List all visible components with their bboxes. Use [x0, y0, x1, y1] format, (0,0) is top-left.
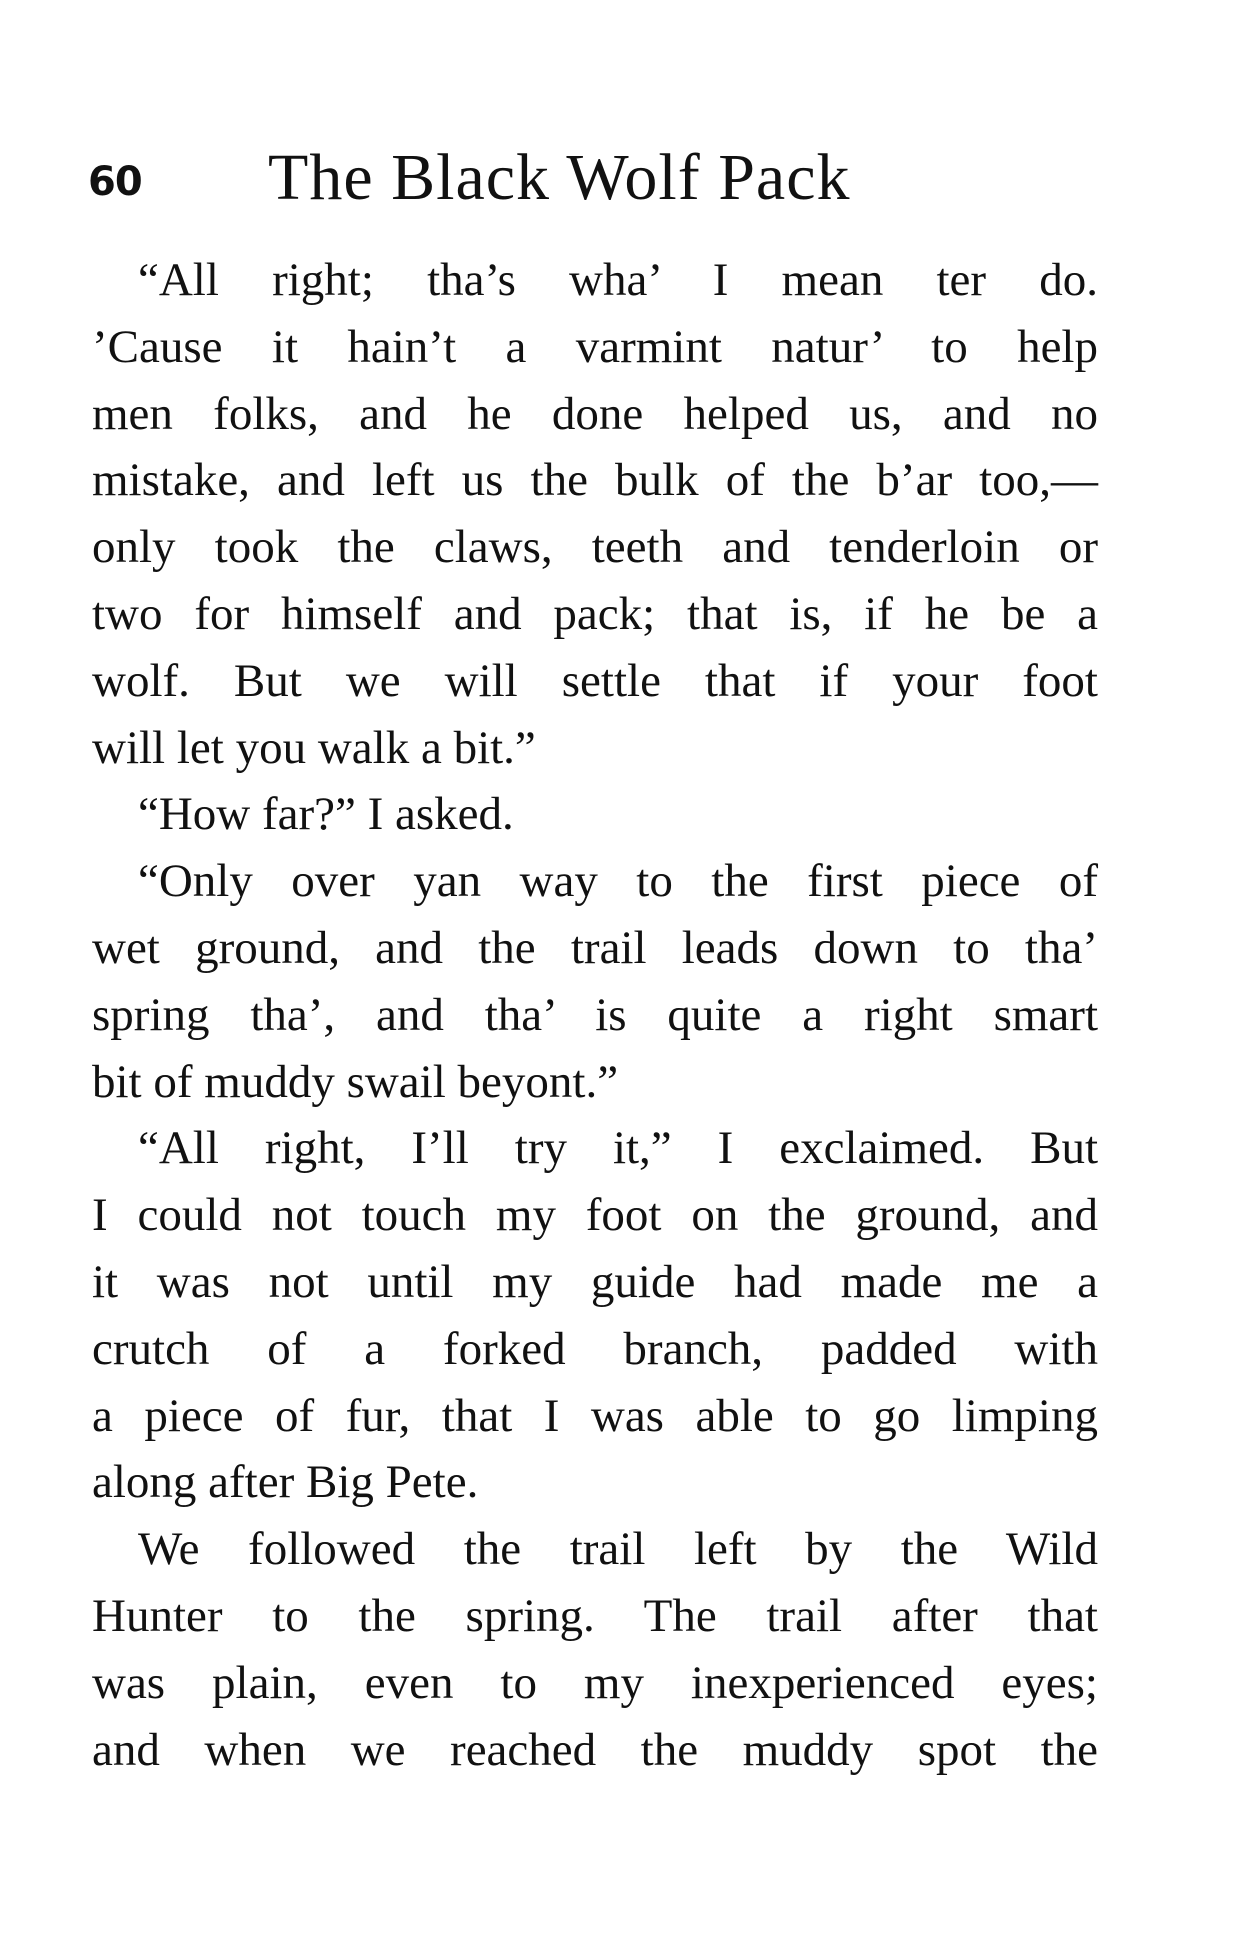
text-line: bit of muddy swail beyont.” [92, 1055, 619, 1108]
text-line: mistake, and left us the bulk of the b’ar too,— [92, 454, 1098, 507]
page-header [88, 138, 1098, 218]
text-line: it was not until my guide had made me a [92, 1255, 1098, 1308]
page-number: 60 [88, 159, 142, 205]
text-line: ’Cause it hain’t a varmint natur’ to help [92, 320, 1098, 373]
text-line: was plain, even to my inexperienced eyes; [92, 1656, 1098, 1709]
text-line: men folks, and he done helped us, and no [92, 387, 1098, 440]
text-line: wet ground, and the trail leads down to tha’ [92, 921, 1098, 974]
text-line: and when we reached the muddy spot the [92, 1723, 1098, 1776]
text-line: a piece of fur, that I was able to go limping [92, 1389, 1098, 1442]
text-line: spring tha’, and tha’ is quite a right smart [92, 988, 1098, 1041]
text-line: “All right; tha’s wha’ I mean ter do. [138, 254, 1098, 306]
text-line: wolf. But we will settle that if your foot [92, 654, 1098, 707]
text-line: two for himself and pack; that is, if he be a [92, 587, 1098, 640]
text-line: “All right, I’ll try it,” I exclaimed. But [138, 1122, 1098, 1175]
text-line: along after Big Pete. [92, 1456, 479, 1509]
text-line: “Only over yan way to the first piece of [138, 855, 1098, 908]
text-line: only took the claws, teeth and tenderloin or [92, 521, 1098, 574]
text-line: “How far?” I asked. [138, 788, 514, 841]
text-line: I could not touch my foot on the ground, and [92, 1189, 1098, 1242]
running-title: The Black Wolf Pack [268, 141, 851, 214]
text-line: We followed the trail left by the Wild [138, 1523, 1098, 1576]
body-text [92, 247, 1098, 1783]
text-line: will let you walk a bit.” [92, 721, 536, 774]
text-line: Hunter to the spring. The trail after that [92, 1589, 1098, 1642]
text-line: crutch of a forked branch, padded with [92, 1322, 1098, 1375]
